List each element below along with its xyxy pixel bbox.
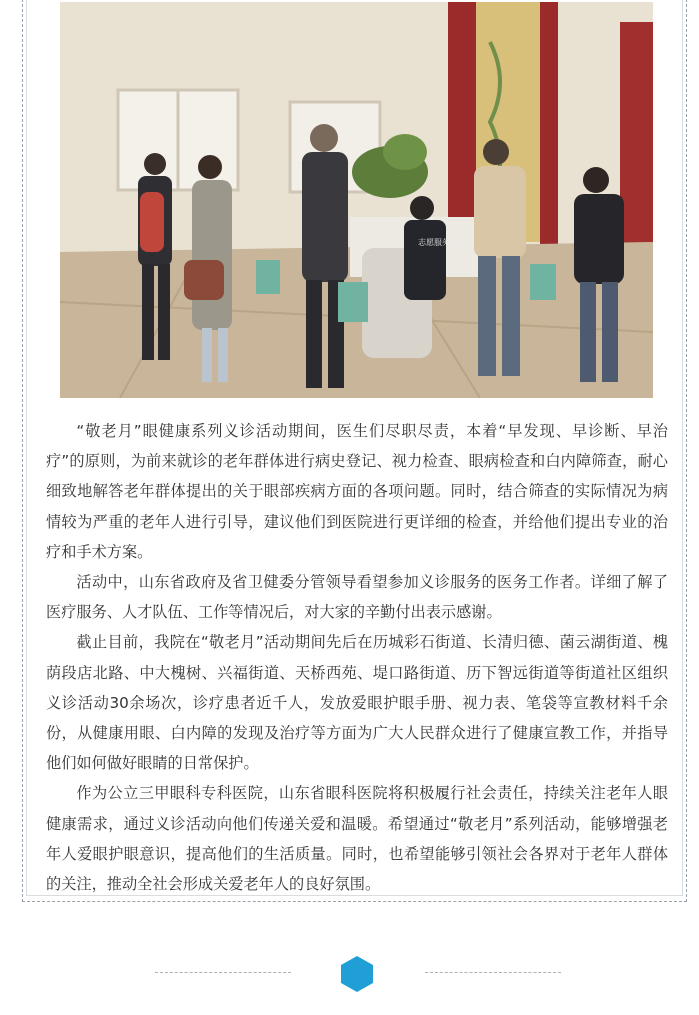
event-photo (60, 2, 653, 398)
footer-divider-left (155, 972, 291, 973)
article-paragraph-2: 活动中，山东省政府及省卫健委分管领导看望参加义诊服务的医务工作者。详细了解了医疗服务、人才队伍、工作等情况后，对大家的辛勤付出表示感谢。 (46, 573, 668, 622)
footer-divider-right (425, 972, 561, 973)
article-body (46, 416, 668, 899)
article-paragraph-1: “敬老月”眼健康系列义诊活动期间，医生们尽职尽责，本着“早发现、早诊断、早治疗”的原则，为前来就诊的老年群体进行病史登记、视力检查、眼病检查和白内障筛查，耐心细致地解答老年群体提出的关于眼部疾病方面的各项问题。同时，结合筛查的实际情况为病情较为严重的老年人进行引导，建议他们到医院进行更详细的检查，并给他们提出专业的治疗和手术方案。 (46, 422, 668, 561)
article-paragraph-4: 作为公立三甲眼科专科医院，山东省眼科医院将积极履行社会责任，持续关注老年人眼健康需求，通过义诊活动向他们传递关爱和温暖。希望通过“敬老月”系列活动，能够增强老年人爱眼护眼意识，提高他们的生活质量。同时，也希望能够引领社会各界对于老年人群体的关注，推动全社会形成关爱老年人的良好氛围。 (46, 784, 668, 894)
footer-hexagon-icon (340, 956, 374, 992)
svg-text:志愿服务: 志愿服务 (418, 238, 450, 247)
article-paragraph-3: 截止目前，我院在“敬老月”活动期间先后在历城彩石街道、长清归德、菌云湖街道、槐荫段店北路、中大槐树、兴福街道、天桥西苑、堤口路街道、历下智远街道等街道社区组织义诊活动30余场次，诊疗患者近千人，发放爱眼护眼手册、视力表、笔袋等宣教材料千余份，从健康用眼、白内障的发现及治疗等方面为广大人民群众进行了健康宣教工作，并指导他们如何做好眼睛的日常保护。 (46, 633, 668, 773)
